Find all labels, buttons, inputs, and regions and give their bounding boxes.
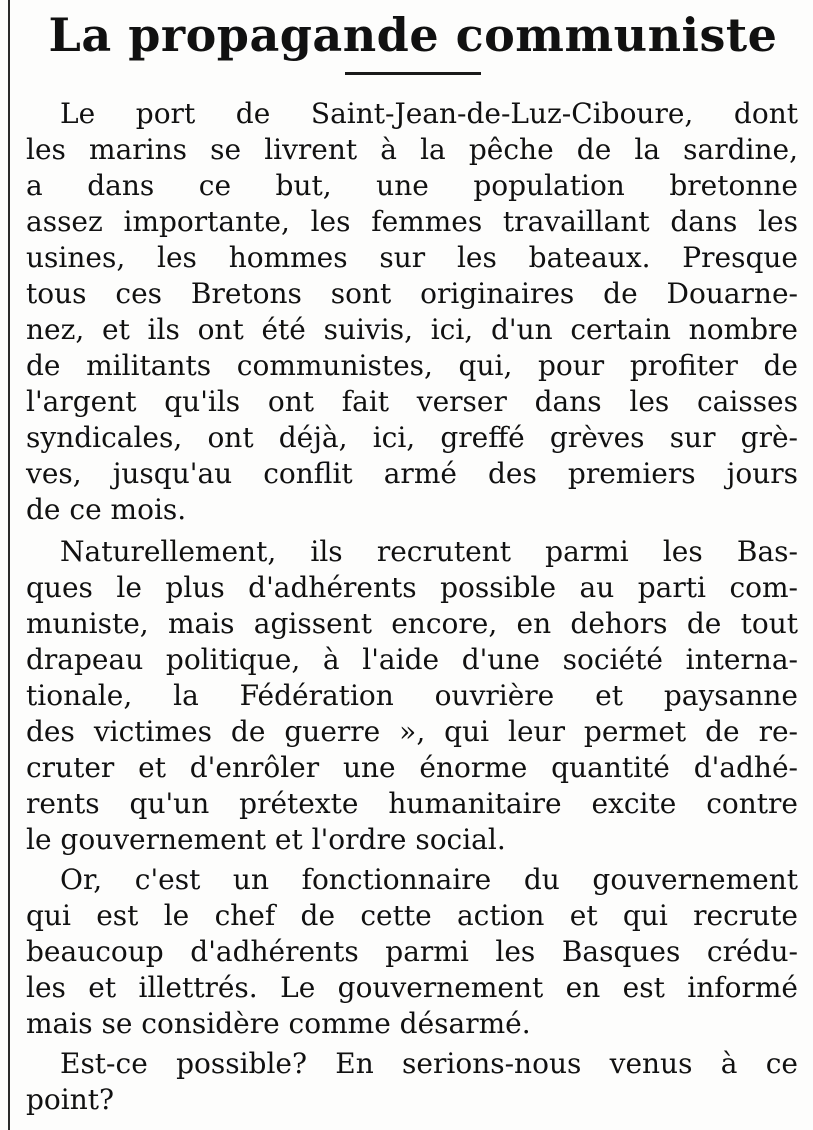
article-line: ques le plus d'adhérents possible au parti com- bbox=[26, 571, 798, 604]
article-line: muniste, mais agissent encore, en dehors de tout bbox=[26, 607, 798, 640]
article-title: La propagande communiste bbox=[48, 8, 778, 62]
article-line: Est-ce possible? En serions-nous venus à ce bbox=[60, 1047, 798, 1080]
article-line: rents qu'un prétexte humanitaire excite contre bbox=[26, 787, 798, 820]
article-line: qui est le chef de cette action et qui recrute bbox=[26, 899, 798, 932]
article-line: assez importante, les femmes travaillant dans les bbox=[26, 205, 798, 238]
article-line: cruter et d'enrôler une énorme quantité d'adhé- bbox=[26, 751, 798, 784]
article-line: Le port de Saint-Jean-de-Luz-Ciboure, dont bbox=[60, 97, 798, 130]
article-line: syndicales, ont déjà, ici, greffé grèves sur grè- bbox=[26, 421, 798, 454]
article-line: usines, les hommes sur les bateaux. Presque bbox=[26, 241, 798, 274]
article-line: nez, et ils ont été suivis, ici, d'un certain nombre bbox=[26, 313, 798, 346]
article-line: de ce mois. bbox=[26, 493, 187, 526]
column-rule bbox=[8, 0, 10, 1130]
article-line: drapeau politique, à l'aide d'une société interna- bbox=[26, 643, 798, 676]
article-line: les et illettrés. Le gouvernement en est informé bbox=[26, 971, 798, 1004]
article-line: ves, jusqu'au conflit armé des premiers jours bbox=[26, 457, 798, 490]
article-line: a dans ce but, une population bretonne bbox=[26, 169, 798, 202]
article-line: tous ces Bretons sont originaires de Douarne- bbox=[26, 277, 798, 310]
article-line: l'argent qu'ils ont fait verser dans les caisses bbox=[26, 385, 798, 418]
article-line: de militants communistes, qui, pour profiter de bbox=[26, 349, 798, 382]
title-underline bbox=[345, 72, 481, 75]
article-line: tionale, la Fédération ouvrière et paysanne bbox=[26, 679, 798, 712]
article-line: les marins se livrent à la pêche de la sardine, bbox=[26, 133, 798, 166]
article-line: le gouvernement et l'ordre social. bbox=[26, 823, 506, 856]
article-line: point? bbox=[26, 1083, 115, 1116]
article-line: mais se considère comme désarmé. bbox=[26, 1007, 531, 1040]
article-line: Naturellement, ils recrutent parmi les Bas- bbox=[60, 535, 798, 568]
article-line: Or, c'est un fonctionnaire du gouvernement bbox=[60, 863, 798, 896]
article-line: des victimes de guerre », qui leur permet de re- bbox=[26, 715, 798, 748]
article-line: beaucoup d'adhérents parmi les Basques crédu- bbox=[26, 935, 798, 968]
